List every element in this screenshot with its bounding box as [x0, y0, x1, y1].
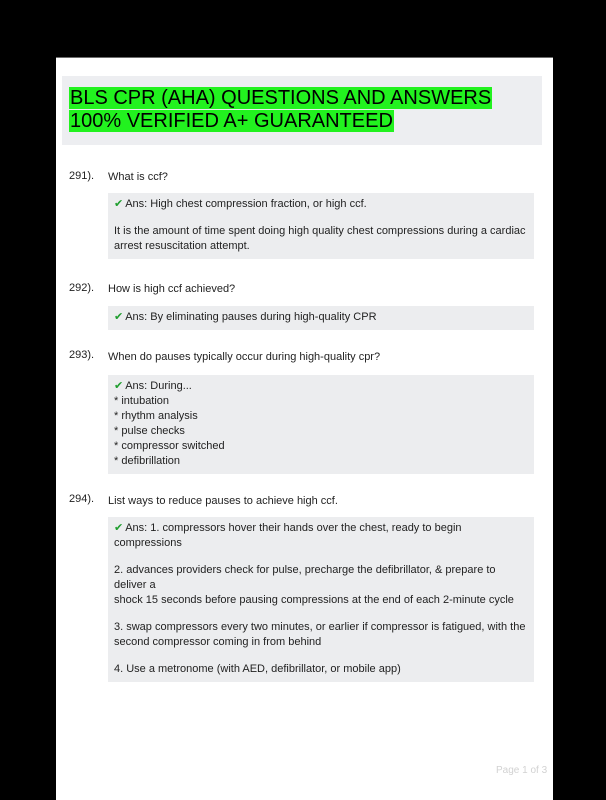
check-icon: ✔	[114, 380, 124, 392]
check-icon: ✔	[114, 311, 124, 323]
answer-line: * pulse checks	[114, 425, 185, 437]
title-line-1: BLS CPR (AHA) QUESTIONS AND ANSWERS	[70, 87, 492, 109]
question-number: 292).	[69, 282, 95, 294]
check-icon: ✔	[114, 522, 124, 534]
answer-line: second compressor coming in from behind	[114, 636, 322, 648]
question-number: 294).	[69, 493, 95, 505]
answer-line: * intubation	[114, 395, 170, 407]
check-icon: ✔	[114, 198, 124, 210]
question-text: When do pauses typically occur during high-quality cpr?	[108, 351, 381, 363]
answer-line: Ans: During...	[125, 380, 192, 392]
question-text: List ways to reduce pauses to achieve high ccf.	[108, 495, 338, 507]
answer-line: 2. advances providers check for pulse, precharge the defibrillator, & prepare to deliver a	[114, 564, 496, 591]
answer-line: shock 15 seconds before pausing compressions at the end of each 2-minute cycle	[114, 594, 514, 606]
answer-line: It is the amount of time spent doing high quality chest compressions during a cardiac	[114, 225, 526, 237]
answer-box	[108, 517, 534, 682]
answer-box	[108, 306, 534, 330]
answer-line: Ans: High chest compression fraction, or high ccf.	[125, 198, 367, 210]
question-number: 291).	[69, 170, 95, 182]
question-number: 293).	[69, 349, 95, 361]
answer-box	[108, 193, 534, 259]
title-line-2: 100% VERIFIED A+ GUARANTEED	[70, 110, 393, 132]
answer-line: * defibrillation	[114, 455, 181, 467]
answer-box	[108, 375, 534, 474]
answer-line: arrest resuscitation attempt.	[114, 240, 250, 252]
answer-line: 4. Use a metronome (with AED, defibrillator, or mobile app)	[114, 663, 401, 675]
answer-line: Ans: 1. compressors hover their hands over the chest, ready to begin compressions	[114, 522, 462, 549]
answer-line: * compressor switched	[114, 440, 225, 452]
answer-line: * rhythm analysis	[114, 410, 198, 422]
page-number: Page 1 of 3	[496, 765, 548, 776]
question-text: What is ccf?	[108, 171, 168, 183]
answer-line: 3. swap compressors every two minutes, or earlier if compressor is fatigued, with the	[114, 621, 526, 633]
question-text: How is high ccf achieved?	[108, 283, 236, 295]
top-rule	[56, 57, 553, 58]
document-title	[69, 87, 492, 133]
answer-line: Ans: By eliminating pauses during high-quality CPR	[125, 311, 377, 323]
